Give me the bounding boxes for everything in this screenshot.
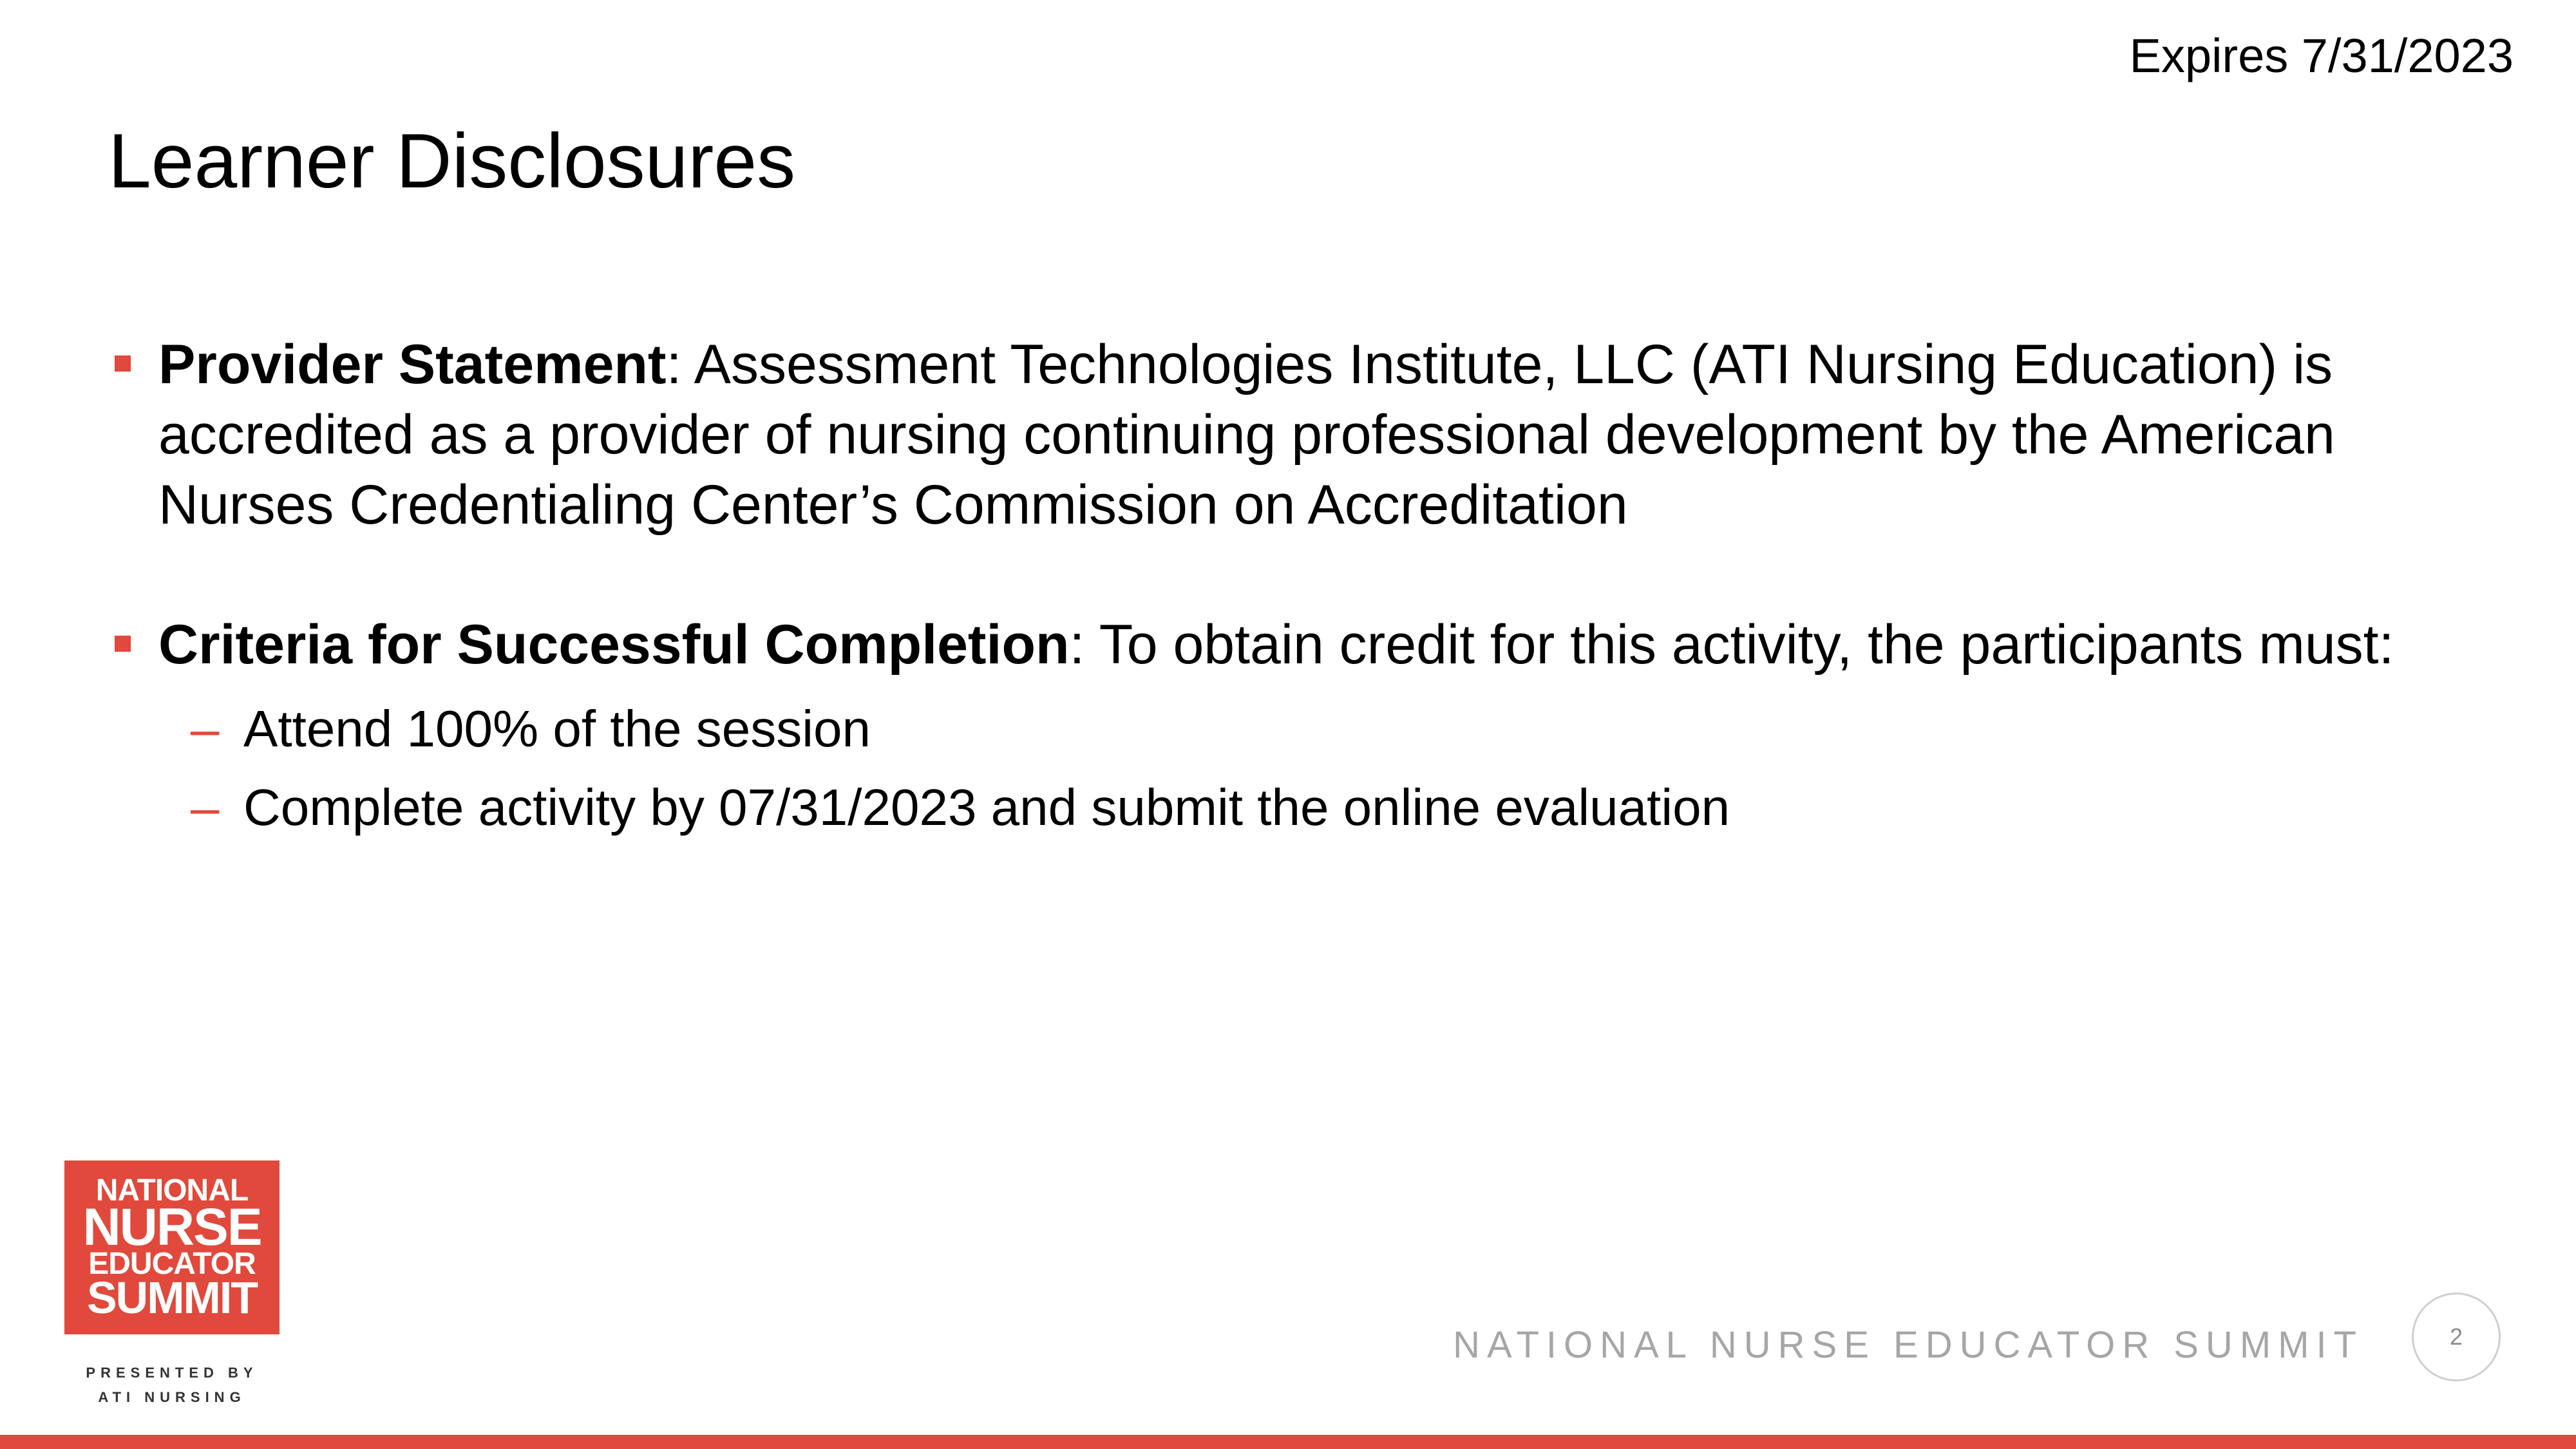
expiration-date: Expires 7/31/2023 xyxy=(2129,29,2514,82)
logo-line-summit: SUMMIT xyxy=(86,1272,258,1323)
square-bullet-icon xyxy=(115,636,131,652)
presented-by-org: ATI NURSING xyxy=(98,1389,246,1405)
sub-bullet-text: Complete activity by 07/31/2023 and submit the online evaluation xyxy=(243,779,1730,836)
dash-bullet-icon: – xyxy=(191,700,220,757)
bullet-completion-criteria xyxy=(109,610,2454,847)
bullet-provider-statement xyxy=(109,330,2454,540)
slide-title: Learner Disclosures xyxy=(108,118,796,204)
summit-logo xyxy=(64,1160,279,1334)
dash-bullet-icon: – xyxy=(191,779,220,836)
logo-line-educator: EDUCATOR xyxy=(88,1247,256,1282)
sub-bullet-complete xyxy=(109,768,2454,847)
page-number: 2 xyxy=(2412,1293,2501,1381)
square-bullet-icon xyxy=(115,355,131,372)
sub-bullet-attend xyxy=(109,690,2454,768)
presented-by xyxy=(64,1361,279,1410)
slide-body xyxy=(109,330,2454,847)
bottom-accent-bar xyxy=(0,1435,2576,1449)
logo-line-nurse: NURSE xyxy=(82,1198,261,1257)
bullet-text: : To obtain credit for this activity, the participants must: xyxy=(1069,614,2394,676)
sub-bullet-list xyxy=(158,690,2454,847)
bullet-text: : Assessment Technologies Institute, LLC (ATI Nursing Education) is accredited as a provider of nursing continuing professional development by the American Nurses Credentialing Center’s Commission on Accreditation xyxy=(158,334,2335,536)
presented-by-label: PRESENTED BY xyxy=(86,1365,258,1381)
bullet-heading: Criteria for Successful Completion xyxy=(158,614,1070,676)
bullet-heading: Provider Statement xyxy=(158,334,667,395)
logo-line-national: NATIONAL xyxy=(95,1173,249,1208)
footer-title: NATIONAL NURSE EDUCATOR SUMMIT xyxy=(1453,1324,2363,1366)
sub-bullet-text: Attend 100% of the session xyxy=(243,700,871,757)
